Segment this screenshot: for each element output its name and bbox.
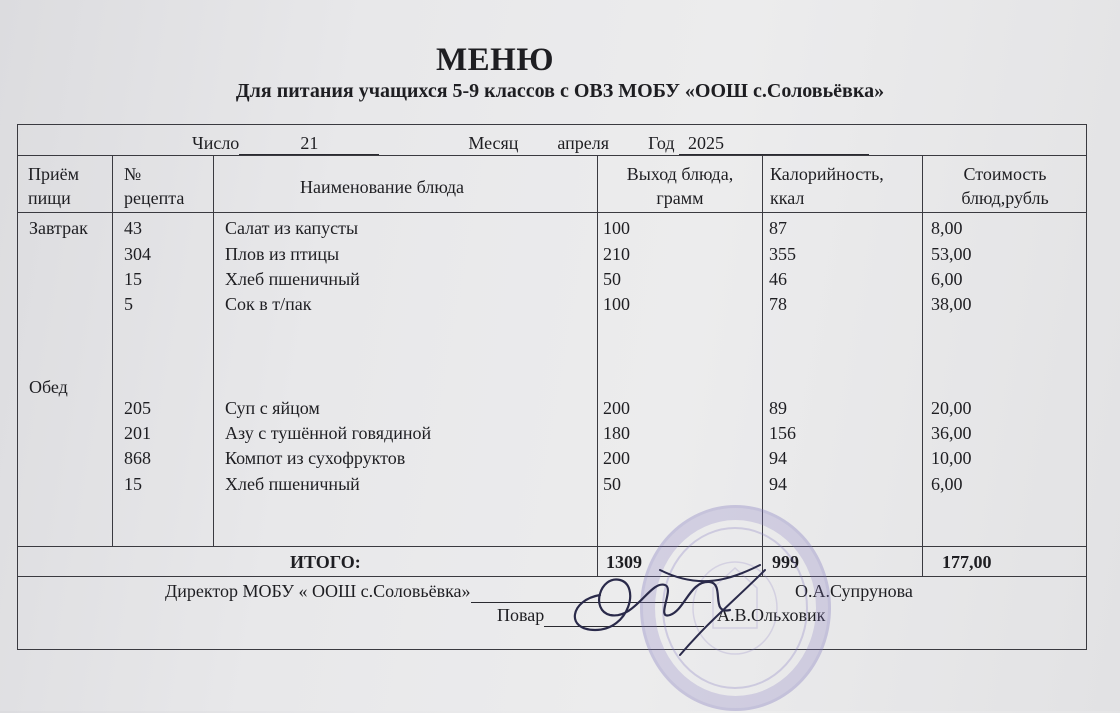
column-header-cost: Стоимость блюд,рубль [961,164,1049,208]
totals-label: ИТОГО: [290,552,361,572]
totals-yield: 1309 [606,552,642,572]
cost-cell: 20,00 [931,398,972,418]
cost-cell: 10,00 [931,448,972,468]
cook-name: А.В.Ольховик [717,605,826,625]
yield-cell: 180 [603,423,630,443]
table-divider [597,155,598,577]
yield-cell: 200 [603,448,630,468]
table-divider [17,546,1087,547]
document-title: МЕНЮ [436,42,554,78]
column-header-yield: Выход блюда, грамм [626,164,734,208]
calories-cell: 94 [769,448,787,468]
calories-cell: 78 [769,294,787,314]
table-divider [922,155,923,577]
cost-cell: 53,00 [931,244,972,264]
dish-cell: Хлеб пшеничный [225,474,360,494]
table-divider [17,212,1087,213]
recipe-cell: 868 [124,448,151,468]
totals-calories: 999 [772,552,799,572]
dish-cell: Суп с яйцом [225,398,320,418]
column-header-recipe: № рецепта [124,164,185,208]
cook-label: Повар [497,605,545,625]
column-header-meal: Приём пищи [28,164,80,208]
dish-cell: Сок в т/пак [225,294,312,314]
cost-cell: 6,00 [931,269,963,289]
calories-cell: 355 [769,244,796,264]
column-header-dish: Наименование блюда [300,177,465,197]
calories-cell: 94 [769,474,787,494]
dish-cell: Хлеб пшеничный [225,269,360,289]
handwritten-signature [560,560,800,660]
yield-cell: 100 [603,294,630,314]
year-value: 2025 [688,133,725,153]
director-label: Директор МОБУ « ООШ с.Соловьёвка» [165,581,471,601]
cost-cell: 8,00 [931,218,963,238]
table-divider [17,576,1087,577]
dish-cell: Компот из сухофруктов [225,448,406,468]
yield-cell: 100 [603,218,630,238]
calories-cell: 156 [769,423,796,443]
yield-cell: 210 [603,244,630,264]
yield-cell: 200 [603,398,630,418]
date-row [192,132,869,155]
recipe-cell: 43 [124,218,142,238]
table-divider [112,155,113,547]
day-label: Число [192,133,240,153]
recipe-cell: 15 [124,269,142,289]
recipe-cell: 205 [124,398,151,418]
cost-cell: 6,00 [931,474,963,494]
column-header-calories: Калорийность, ккал [770,164,884,208]
yield-cell: 50 [603,474,621,494]
document-subtitle: Для питания учащихся 5-9 классов с ОВЗ МОБУ «ООШ с.Соловьёвка» [235,80,885,102]
cost-cell: 38,00 [931,294,972,314]
dish-cell: Плов из птицы [225,244,340,264]
recipe-cell: 5 [124,294,133,314]
director-name: О.А.Супрунова [795,581,913,601]
dish-cell: Салат из капусты [225,218,359,238]
recipe-cell: 304 [124,244,151,264]
yield-cell: 50 [603,269,621,289]
table-divider [17,155,1087,156]
meal-lunch-label: Обед [29,377,68,397]
calories-cell: 89 [769,398,787,418]
table-divider [213,155,214,547]
recipe-cell: 15 [124,474,142,494]
calories-cell: 46 [769,269,787,289]
month-label: Месяц [468,133,519,153]
cost-cell: 36,00 [931,423,972,443]
year-label: Год [648,133,675,153]
meal-breakfast-label: Завтрак [29,218,88,238]
calories-cell: 87 [769,218,787,238]
day-value: 21 [300,133,319,153]
totals-cost: 177,00 [942,552,992,572]
recipe-cell: 201 [124,423,151,443]
dish-cell: Азу с тушённой говядиной [225,423,432,443]
month-value: апреля [557,133,610,153]
